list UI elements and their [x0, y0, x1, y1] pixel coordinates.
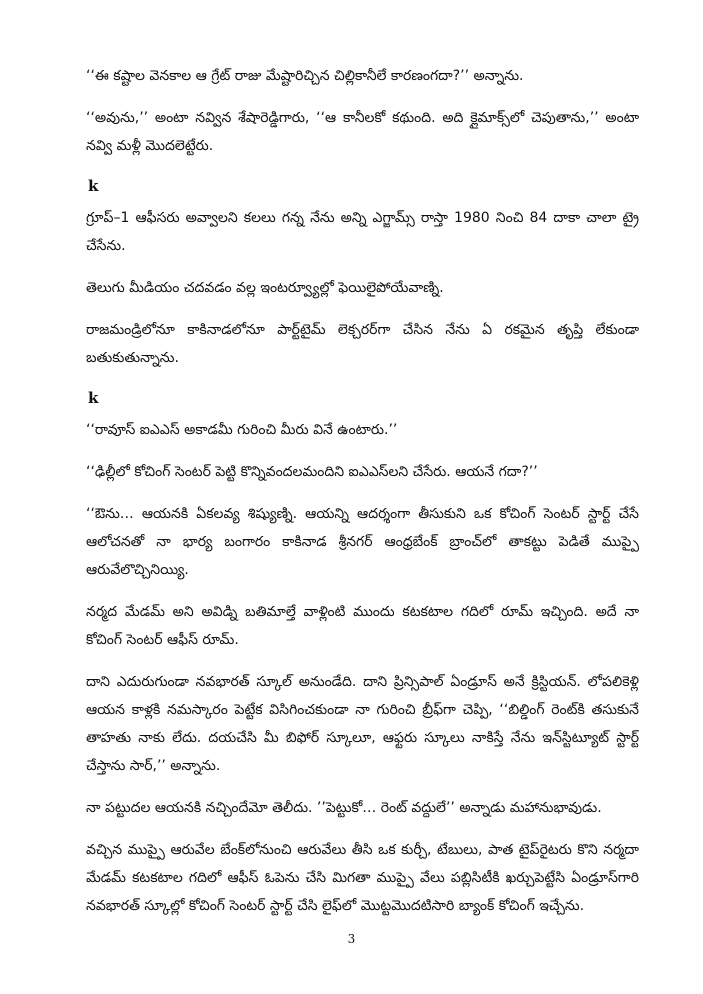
paragraph: వచ్చిన ముప్పై ఆరువేల బేంక్‌లోనుంచి ఆరువేలు తీసి ఒక కుర్చీ, టేబులు, పాత టైప్‌రైటరు కొని నర్మదా మేడమ్ కటకటాల గదిలో ఆఫీస్ ఓపెను చేసి మిగతా ముప్పై వేలు పబ్లిసిటీకి ఖర్చుపెట్టేసి ఏండ్రూస్‌గారి నవభారత్ స్కూల్లో కోచింగ్ సెంటర్ స్టార్ట్ చేసి లైఫ్‌లో మొట్టమొదటిసారి బ్యాంక్ కోచింగ్ ఇచ్చేను.: [86, 842, 639, 914]
paragraph: నా పట్టుదల ఆయనకి నచ్చిందేమో తెలీదు. ’’పెట్టుకో… రెంట్ వద్దులే’’ అన్నాడు మహానుభావుడు.: [86, 800, 602, 816]
page-number: 3: [347, 932, 356, 946]
paragraph: ‘‘ఢిల్లీలో కోచింగ్ సెంటర్ పెట్టి కొన్నివందలమందిని ఐఎఎస్‌లని చేసేరు. ఆయనే గదా?’’: [86, 464, 538, 480]
paragraph: తెలుగు మీడియం చదవడం వల్ల ఇంటర్వ్యూల్లో ఫెయిలైపోయేవాణ్ని.: [86, 280, 444, 296]
section-separator: k: [88, 389, 99, 407]
section-separator: k: [88, 177, 99, 195]
paragraph: దాని ఎదురుగుండా నవభారత్ స్కూల్ అనుండేది. దాని ప్రిన్సిపాల్ ఏండ్రూస్ అనే క్రిస్టియన్. లోపలికెళ్లి ఆయన కాళ్లకి నమస్కారం పెట్టేక విసిగించకుండా నా గురించి బ్రీఫ్‌గా చెప్పి, ‘‘బిల్డింగ్ రెంట్‌కి తసుకునే తాహతు నాకు లేదు. దయచేసి మీ బిఫోర్ స్కూలూ, ఆఫ్టరు స్కూలు నాకిస్తే నేను ఇన్‌స్టిట్యూట్ స్టార్ట్ చేస్తాను సార్,’’ అన్నాను.: [86, 674, 639, 774]
document-body: [86, 62, 639, 934]
paragraph: గ్రూప్–1 ఆఫీసరు అవ్వాలని కలలు గన్న నేను అన్ని ఎగ్జామ్స్ రాస్తా 1980 నించి 84 దాకా చాలా ట్రై చేసేను.: [86, 210, 639, 254]
paragraph: ‘‘అవును,’’ అంటా నవ్విన శేషారెడ్డిగారు, ‘‘ఆ కానీలకో కథుంది. అది క్లైమాక్స్‌లో చెపుతాను,’’ అంటా నవ్వి మళ్లీ మొదలెట్టేరు.: [86, 110, 639, 154]
paragraph: రాజమండ్రిలోనూ కాకినాడలోనూ పార్ట్‌టైమ్ లెక్చరర్‌గా చేసిన నేను ఏ రకమైన తృప్తి లేకుండా బతుకుతున్నాను.: [86, 322, 639, 366]
paragraph: ‘‘ఔను… ఆయనకి ఏకలవ్య శిష్యుణ్ని. ఆయన్ని ఆదర్శంగా తీసుకుని ఒక కోచింగ్ సెంటర్ స్టార్ట్ చేసే ఆలోచనతో నా భార్య బంగారం కాకినాడ శ్రీనగర్ ఆంధ్రబేంక్ బ్రాంచ్‌లో తాకట్టు పెడితే ముప్పై ఆరువేలొచ్చినియ్యి.: [86, 506, 639, 578]
paragraph: ‘‘రావూస్ ఐఎఎస్ అకాడమీ గురించి మీరు వినే ఉంటారు.’’: [86, 422, 398, 438]
paragraph: నర్మద మేడమ్ అని అవిడ్ని బతిమాల్తే వాళ్లింటి ముందు కటకటాల గదిలో రూమ్ ఇచ్చింది. అదే నా కోచింగ్ సెంటర్ ఆఫీస్ రూమ్.: [86, 604, 639, 648]
paragraph: ‘‘ఈ కష్టాల వెనకాల ఆ గ్రేట్ రాజు మేష్టారిచ్చిన చిల్లికానీలే కారణంగదా?’’ అన్నాను.: [86, 68, 524, 84]
